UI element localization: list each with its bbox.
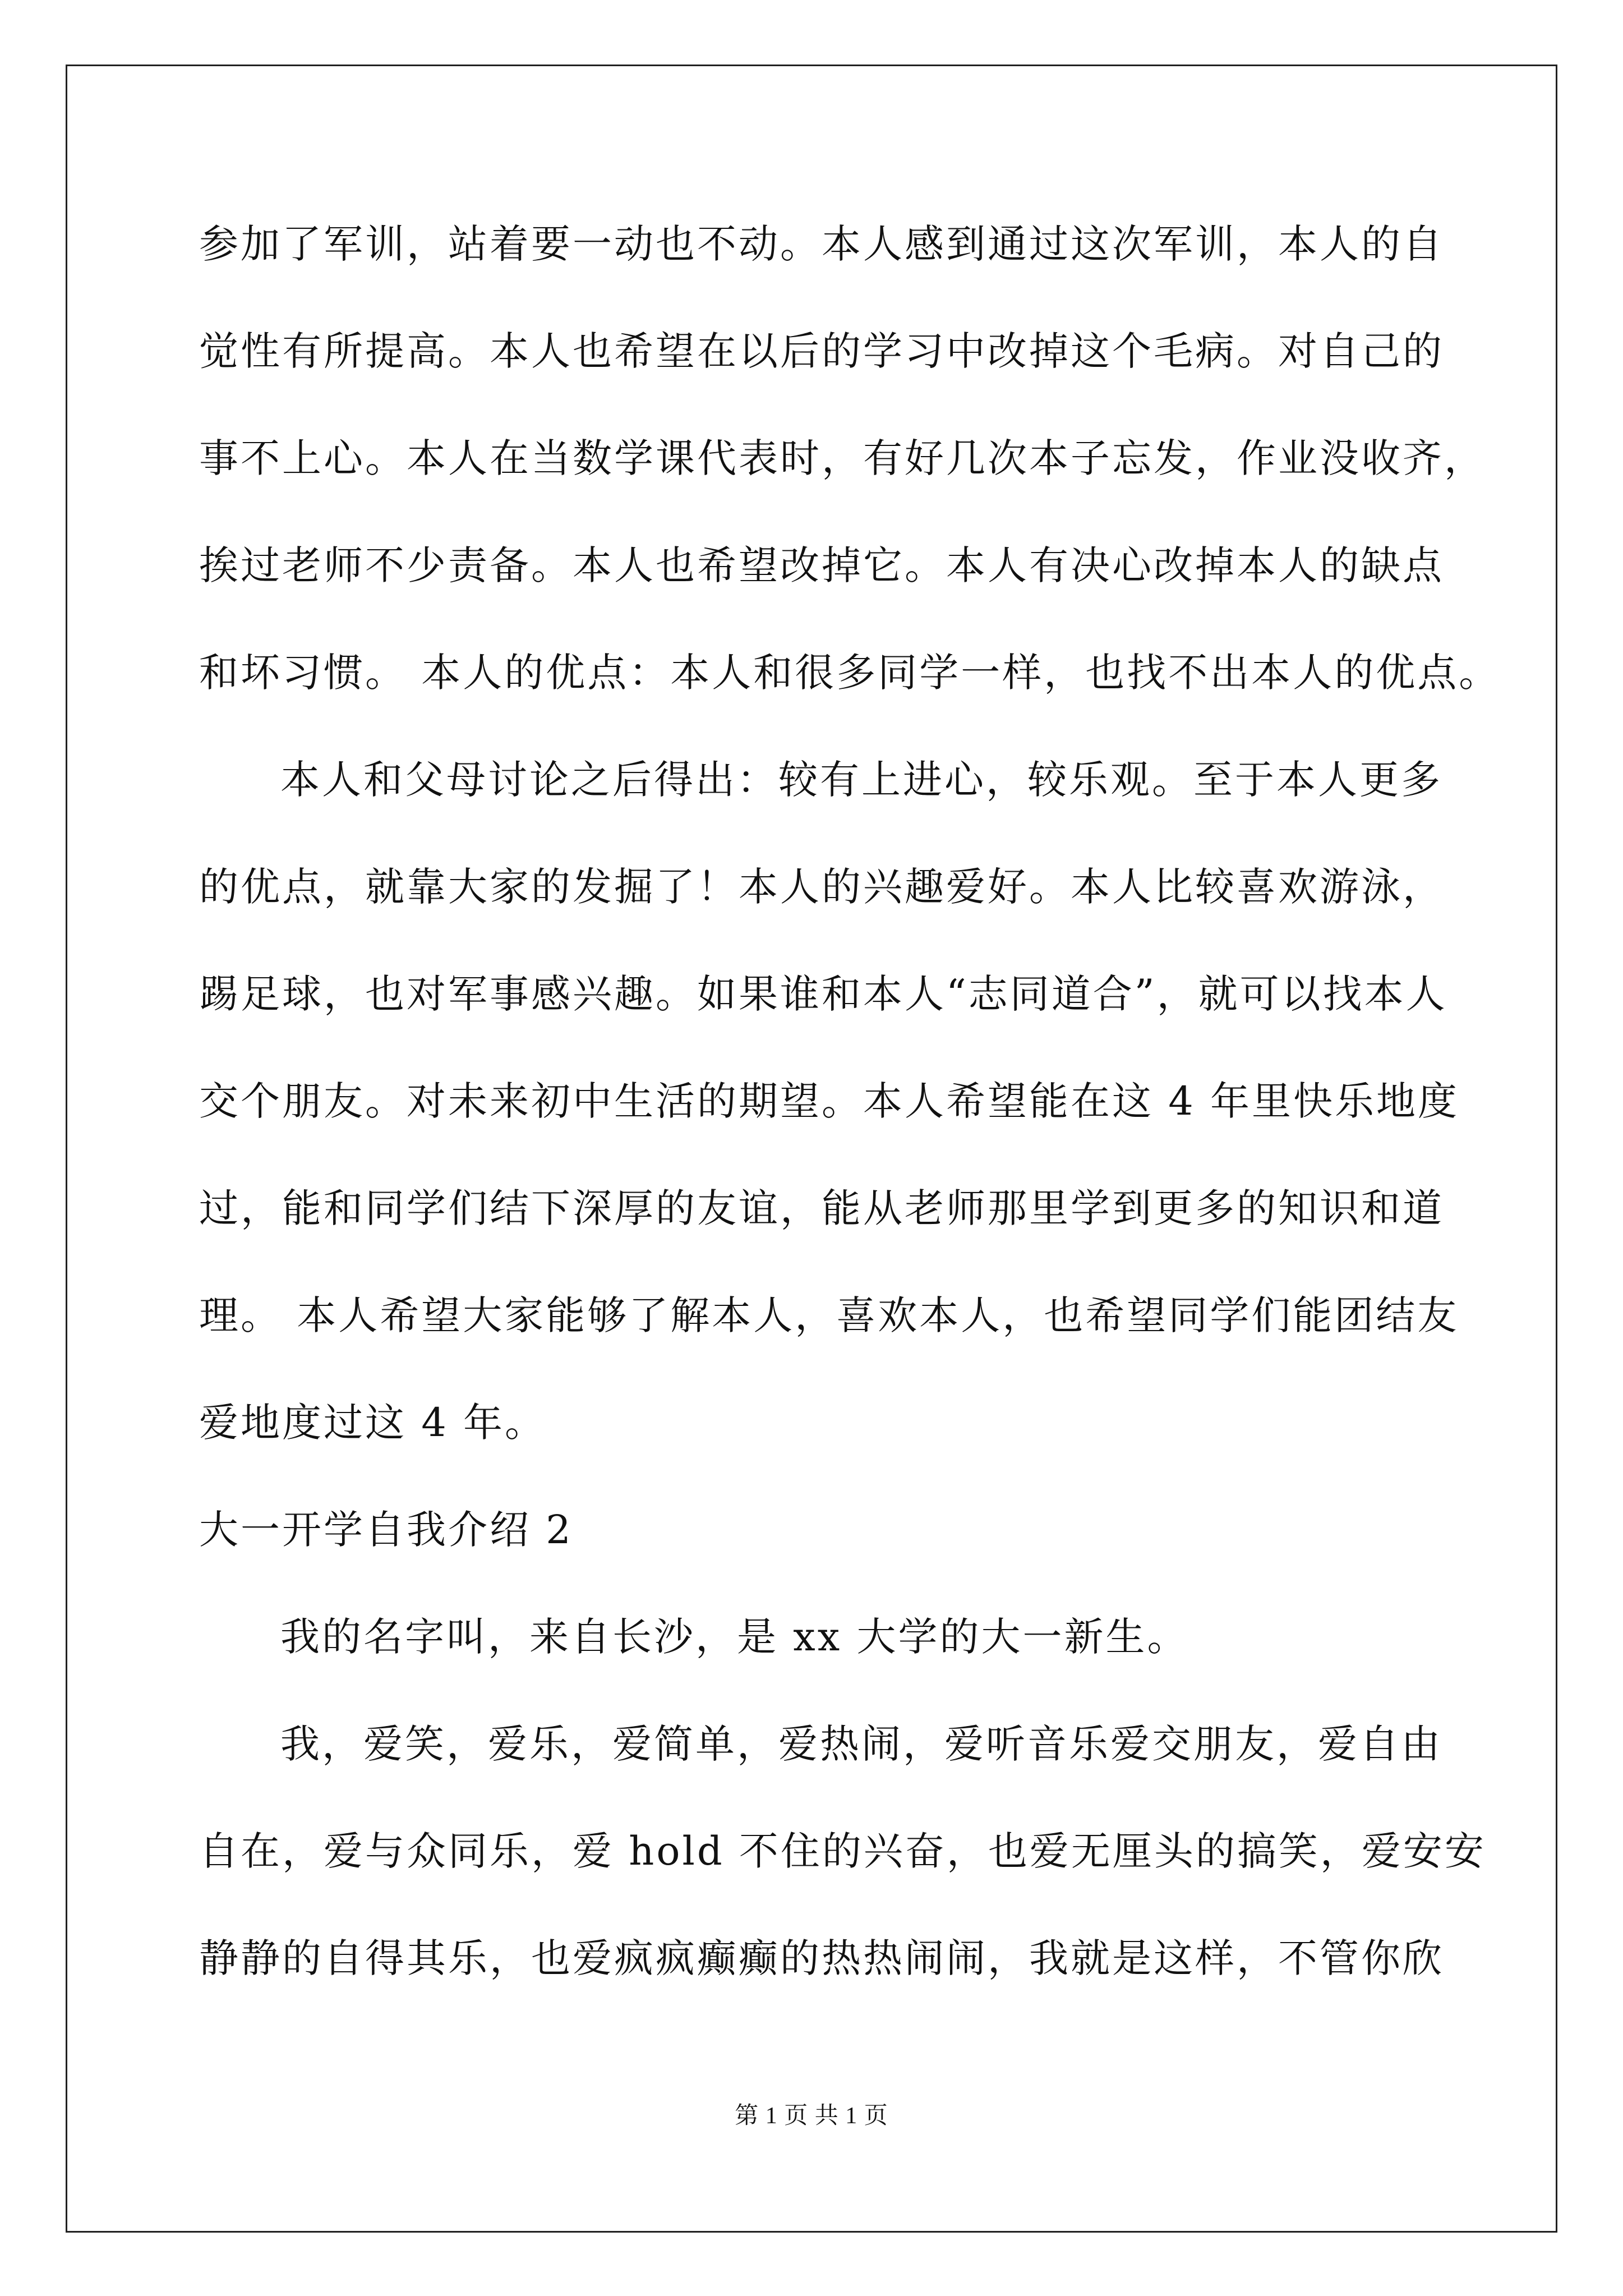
text-line: 理。 本人希望大家能够了解本人，喜欢本人，也希望同学们能团结友	[199, 1292, 1459, 1338]
text-line: 自在，爱与众同乐，爱 hold 不住的兴奋，也爱无厘头的搞笑，爱安安	[199, 1828, 1486, 1874]
page-number-footer: 第 1 页 共 1 页	[735, 2103, 888, 2129]
section-heading: 大一开学自我介绍 2	[199, 1507, 573, 1553]
text-line: 的优点，就靠大家的发掘了！本人的兴趣爱好。本人比较喜欢游泳，	[199, 864, 1444, 910]
text-line: 觉性有所提高。本人也希望在以后的学习中改掉这个毛病。对自己的	[199, 328, 1444, 374]
text-line: 参加了军训，站着要一动也不动。本人感到通过这次军训，本人的自	[199, 221, 1444, 267]
paragraph-start-line: 本人和父母讨论之后得出：较有上进心，较乐观。至于本人更多	[280, 757, 1442, 803]
text-line: 静静的自得其乐，也爱疯疯癫癫的热热闹闹，我就是这样，不管你欣	[199, 1935, 1444, 1981]
document-body	[199, 191, 1501, 2012]
text-line: 过，能和同学们结下深厚的友谊，能从老师那里学到更多的知识和道	[199, 1185, 1444, 1231]
paragraph-start-line: 我的名字叫，来自长沙，是 xx 大学的大一新生。	[280, 1614, 1189, 1660]
text-line: 爱地度过这 4 年。	[199, 1400, 547, 1446]
text-line: 事不上心。本人在当数学课代表时，有好几次本子忘发，作业没收齐，	[199, 435, 1486, 481]
text-line: 交个朋友。对未来初中生活的期望。本人希望能在这 4 年里快乐地度	[199, 1078, 1460, 1124]
paragraph-start-line: 我，爱笑，爱乐，爱简单，爱热闹，爱听音乐爱交朋友，爱自由	[280, 1721, 1442, 1767]
text-line: 踢足球，也对军事感兴趣。如果谁和本人“志同道合”，就可以找本人	[199, 971, 1447, 1017]
text-line: 和坏习惯。 本人的优点：本人和很多同学一样，也找不出本人的优点。	[199, 650, 1501, 696]
text-line: 挨过老师不少责备。本人也希望改掉它。本人有决心改掉本人的缺点	[199, 542, 1444, 588]
